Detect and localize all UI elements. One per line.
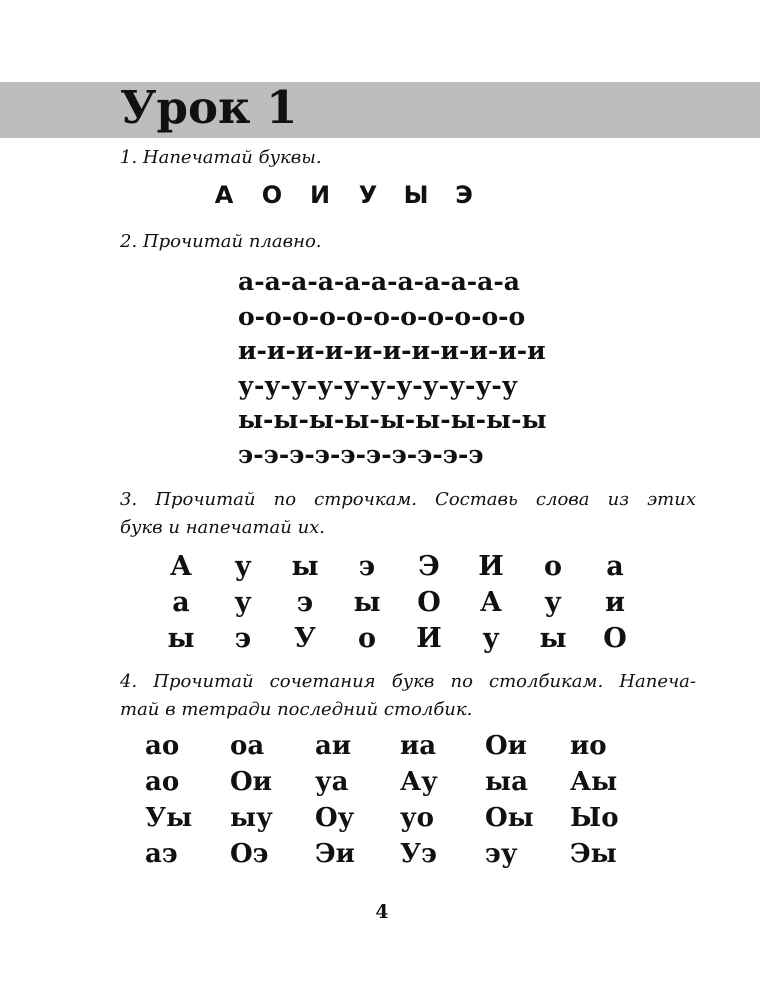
task-3-letter-grid bbox=[150, 548, 646, 656]
task-3-instruction-line-1: 3. Прочитай по строчкам. Составь слова из этих bbox=[120, 489, 696, 510]
letter: У bbox=[358, 181, 378, 209]
table-row bbox=[145, 764, 655, 800]
letter-chain: и-и-и-и-и-и-и-и-и-и-и bbox=[238, 336, 546, 365]
letter-cell: э bbox=[358, 550, 376, 582]
table-row bbox=[150, 584, 646, 620]
letter-cell: А bbox=[170, 550, 192, 582]
letter-cell: у bbox=[544, 586, 562, 618]
letter-chain: ы-ы-ы-ы-ы-ы-ы-ы-ы bbox=[238, 405, 547, 434]
letter-cell: о bbox=[543, 550, 562, 582]
syllable-cell: эу bbox=[485, 839, 518, 869]
syllable-cell: Ои bbox=[485, 731, 527, 761]
letter-cell: ы bbox=[167, 622, 195, 654]
letter-cell: О bbox=[603, 622, 627, 654]
letter-cell: э bbox=[296, 586, 314, 618]
task-2-instruction: 2. Прочитай плавно. bbox=[120, 231, 322, 252]
task-4-instruction-line-2: тай в тетради последний столбик. bbox=[120, 699, 473, 720]
letter-cell: И bbox=[478, 550, 504, 582]
table-row bbox=[150, 620, 646, 656]
syllable-cell: ыу bbox=[230, 803, 273, 833]
letter: Ы bbox=[403, 181, 429, 209]
syllable-cell: иа bbox=[400, 731, 437, 761]
syllable-cell: Эи bbox=[315, 839, 355, 869]
letter-cell: У bbox=[294, 622, 316, 654]
task-3-instruction-line-2: букв и напечатай их. bbox=[120, 517, 326, 538]
letter: И bbox=[309, 181, 331, 209]
task-4-syllable-grid bbox=[145, 728, 655, 872]
syllable-cell: Ыо bbox=[570, 803, 619, 833]
syllable-cell: оа bbox=[230, 731, 265, 761]
lesson-title: Урок 1 bbox=[120, 81, 298, 134]
letter-cell: и bbox=[604, 586, 626, 618]
syllable-cell: Ау bbox=[400, 767, 438, 797]
task-4-instruction bbox=[120, 668, 696, 724]
table-row bbox=[145, 800, 655, 836]
letter-cell: И bbox=[416, 622, 442, 654]
task-3-instruction bbox=[120, 486, 696, 542]
letter-cell: ы bbox=[353, 586, 381, 618]
task-1-letters bbox=[200, 180, 488, 210]
letter-cell: ы bbox=[539, 622, 567, 654]
syllable-cell: Уэ bbox=[400, 839, 437, 869]
syllable-cell: Оы bbox=[485, 803, 534, 833]
letter-cell: ы bbox=[291, 550, 319, 582]
letter: Э bbox=[455, 181, 473, 209]
syllable-cell: Уы bbox=[145, 803, 193, 833]
letter-chain: о-о-о-о-о-о-о-о-о-о-о bbox=[238, 301, 526, 331]
syllable-cell: ио bbox=[570, 731, 607, 761]
letter-cell: у bbox=[234, 550, 252, 582]
syllable-cell: Аы bbox=[570, 767, 618, 797]
syllable-cell: Оэ bbox=[230, 839, 269, 869]
syllable-cell: ао bbox=[145, 731, 180, 761]
letter-cell: а bbox=[172, 586, 190, 618]
task-1-instruction: 1. Напечатай буквы. bbox=[120, 147, 322, 168]
title-band bbox=[0, 82, 760, 138]
letter-cell: у bbox=[482, 622, 500, 654]
syllable-cell: ыа bbox=[485, 767, 528, 797]
syllable-cell: Эы bbox=[570, 839, 617, 869]
letter: А bbox=[214, 181, 234, 209]
table-row bbox=[145, 836, 655, 872]
letter-cell: у bbox=[234, 586, 252, 618]
task-4-instruction-line-1: 4. Прочитай сочетания букв по столбикам. Напеча- bbox=[120, 671, 696, 692]
letter-chain: у-у-у-у-у-у-у-у-у-у-у bbox=[238, 370, 518, 400]
syllable-cell: Ои bbox=[230, 767, 272, 797]
syllable-cell: аи bbox=[315, 731, 352, 761]
letter-cell: о bbox=[357, 622, 376, 654]
syllable-cell: уо bbox=[400, 803, 434, 833]
page-number: 4 bbox=[375, 901, 389, 923]
letter-chain: а-а-а-а-а-а-а-а-а-а-а bbox=[238, 267, 520, 296]
syllable-cell: аэ bbox=[145, 839, 178, 869]
task-2-letter-chains bbox=[238, 265, 547, 472]
letter-cell: а bbox=[606, 550, 624, 582]
syllable-cell: Оу bbox=[315, 803, 355, 833]
table-row bbox=[145, 728, 655, 764]
letter-cell: э bbox=[234, 622, 252, 654]
letter-cell: Э bbox=[418, 550, 440, 582]
letter-cell: О bbox=[417, 586, 441, 618]
syllable-cell: уа bbox=[315, 767, 349, 797]
syllable-cell: ао bbox=[145, 767, 180, 797]
letter-chain: э-э-э-э-э-э-э-э-э-э bbox=[238, 439, 484, 469]
letter-cell: А bbox=[480, 586, 502, 618]
table-row bbox=[150, 548, 646, 584]
letter: О bbox=[261, 181, 283, 209]
